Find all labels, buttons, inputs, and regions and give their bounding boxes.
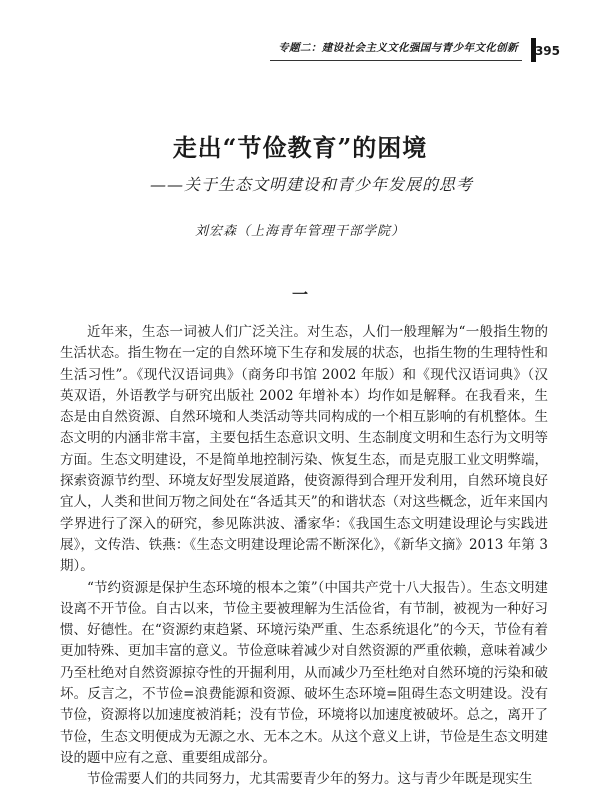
section-number: 一	[291, 285, 308, 304]
article-subtitle: ——关于生态文明建设和青少年发展的思考	[150, 175, 474, 194]
page-number: 395	[534, 44, 560, 58]
paragraph-3: 节俭需要人们的共同努力，尤其需要青少年的努力。这与青少年既是现实生	[87, 771, 533, 788]
running-header	[0, 38, 600, 68]
running-title: 专题二：建设社会主义文化强国与青少年文化创新	[278, 42, 518, 54]
paragraph-2: “节约资源是保护生态环境的根本之策”（中国共产党十八大报告）。生态文明建设离不开节俭。自古以来，节俭主要被理解为生活俭省，有节制，被视为一种好习惯、好德性。在“资源约束趋紧、环境污染严重、生态系统退化”的今天，节俭有着更加特殊、更加丰富的意义。节俭意味着减少对自然资源的严重依赖，意味着减少乃至杜绝对自然资源掠夺性的开掘利用，从而减少乃至杜绝对自然环境的污染和破坏。反言之，不节俭=浪费能源和资源、破坏生态环境=阻碍生态文明建设。没有节俭，资源将以加速度被消耗；没有节俭，环境将以加速度被破坏。总之，离开了节俭，生态文明便成为无源之水、无本之木。从这个意义上讲，节俭是生态文明建设的题中应有之意、重要组成部分。	[60, 579, 548, 766]
header-rule	[270, 60, 522, 61]
paragraph-1: 近年来，生态一词被人们广泛关注。对生态，人们一般理解为“一般指生物的生活状态。指生物在一定的自然环境下生存和发展的状态，也指生物的生理特性和生活习性”。《现代汉语词典》（商务印书馆 2002 年版）和《现代汉语词典》（汉英双语，外语教学与研究出版社 2002 年增补本）均作如是解释。在我看来，生态是由自然资源、自然环境和人类活动等共同构成的一个相互影响的有机整体。生态文明的内涵非常丰富，主要包括生态意识文明、生态制度文明和生态行为文明等方面。生态文明建设，不是简单地控制污染、恢复生态，而是克服工业文明弊端，探索资源节约型、环境友好型发展道路，使资源得到合理开发利用，自然环境良好宜人，人类和世间万物之间处在“各适其天”的和谐状态（对这些概念，近年来国内学界进行了深入的研究，参见陈洪波、潘家华：《我国生态文明建设理论与实践进展》，文传浩、铁燕：《生态文明建设理论需不断深化》，《新华文摘》2013 年第 3 期）。	[60, 324, 548, 575]
article-title: 走出“节俭教育”的困境	[172, 133, 428, 162]
article-author: 刘宏森（上海青年管理干部学院）	[194, 224, 405, 239]
article-body	[60, 322, 548, 791]
